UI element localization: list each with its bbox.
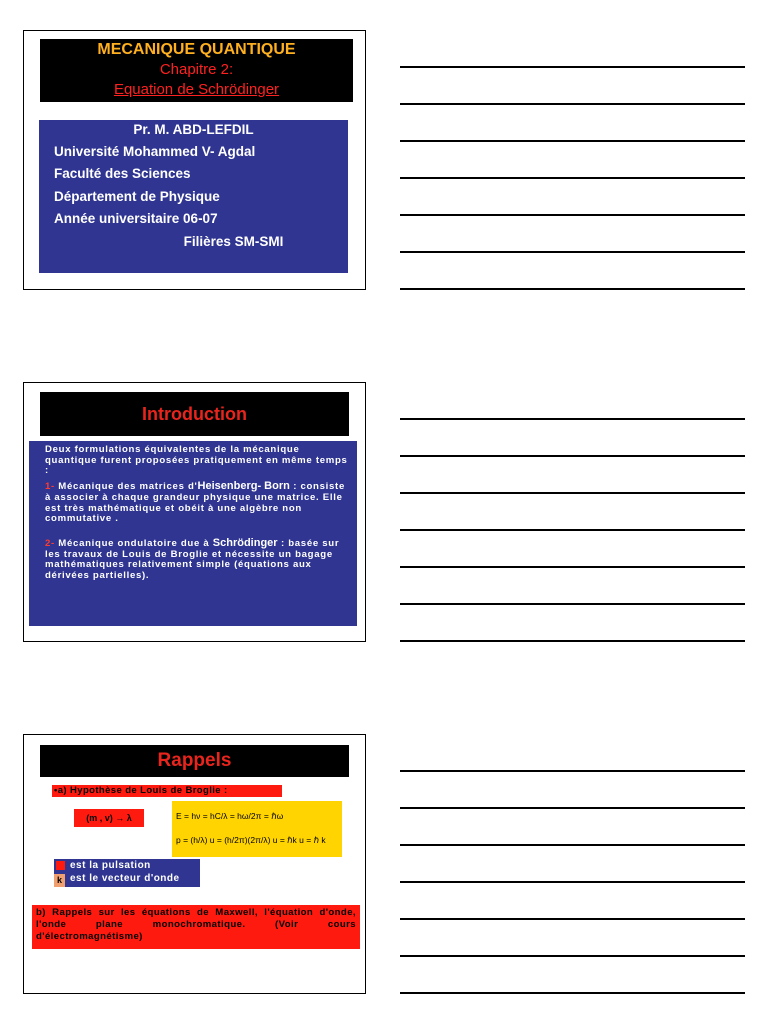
item-text: : consiste à associer à chaque grandeur physique une matrice. Elle est très mathématique et obéit à une algèbre non commutative . bbox=[45, 481, 345, 525]
course-title: MECANIQUE QUANTIQUE bbox=[97, 41, 296, 58]
slide-introduction bbox=[23, 382, 366, 642]
schrodinger-name: Schrödinger bbox=[212, 536, 278, 549]
note-line bbox=[400, 140, 745, 142]
chapter-number: Chapitre 2: bbox=[159, 61, 234, 78]
note-line bbox=[400, 103, 745, 105]
note-line bbox=[400, 603, 745, 605]
note-line bbox=[400, 918, 745, 920]
note-line bbox=[400, 807, 745, 809]
item-number: 2- bbox=[45, 537, 55, 549]
chapter-title: Equation de Schrödinger bbox=[113, 81, 280, 98]
wavevector-definition: est le vecteur d'onde bbox=[70, 873, 180, 884]
item-wave bbox=[29, 525, 357, 582]
department: Département de Physique bbox=[54, 189, 220, 204]
introduction-text-box bbox=[29, 441, 357, 626]
programs: Filières SM-SMI bbox=[183, 234, 284, 249]
author-info-box bbox=[39, 120, 348, 273]
note-line bbox=[400, 992, 745, 994]
note-line bbox=[400, 251, 745, 253]
k-marker: k bbox=[54, 874, 65, 887]
note-line bbox=[400, 881, 745, 883]
faculty: Faculté des Sciences bbox=[54, 166, 191, 181]
de-broglie-equations bbox=[172, 801, 342, 857]
momentum-wavelength-relation: (m , v) → λ bbox=[74, 809, 144, 827]
item-matrices bbox=[29, 477, 357, 525]
note-line bbox=[400, 288, 745, 290]
note-line bbox=[400, 529, 745, 531]
slide-title bbox=[23, 30, 366, 290]
title-header bbox=[40, 39, 353, 102]
note-line bbox=[400, 418, 745, 420]
item-text: : basée sur les travaux de Louis de Broglie et nécessite un bagage mathématiques relativement simple (équations aux dérivées partielles). bbox=[45, 537, 340, 582]
note-line bbox=[400, 770, 745, 772]
note-line bbox=[400, 640, 745, 642]
note-line bbox=[400, 844, 745, 846]
slide-title: Introduction bbox=[142, 404, 247, 424]
note-line bbox=[400, 177, 745, 179]
energy-equation: E = hν = hC/λ = hω/2π = ℏω bbox=[176, 811, 284, 821]
pulsation-definition: est la pulsation bbox=[70, 860, 151, 871]
momentum-equation: p = (h/λ) u = (h/2π)(2π/λ) u = ℏk u = ℏ k bbox=[176, 835, 326, 845]
slide-title: Rappels bbox=[157, 750, 232, 771]
item-number: 1- bbox=[45, 481, 55, 493]
item-text: Mécanique des matrices d' bbox=[54, 481, 198, 493]
item-text: Mécanique ondulatoire due à bbox=[54, 537, 213, 549]
university: Université Mohammed V- Agdal bbox=[54, 144, 256, 159]
maxwell-reminder: b) Rappels sur les équations de Maxwell, l'équation d'onde, l'onde plane monochromatique. (Voir cours d'électromagnétisme) bbox=[32, 905, 360, 949]
note-line bbox=[400, 492, 745, 494]
de-broglie-hypothesis: •a) Hypothèse de Louis de Broglie : bbox=[52, 785, 282, 797]
note-line bbox=[400, 955, 745, 957]
note-line bbox=[400, 214, 745, 216]
rappels-header bbox=[40, 745, 349, 777]
omega-marker bbox=[56, 861, 65, 870]
academic-year: Année universitaire 06-07 bbox=[54, 211, 218, 226]
heisenberg-born-name: Heisenberg- Born bbox=[197, 480, 290, 493]
note-line bbox=[400, 566, 745, 568]
slide-rappels bbox=[23, 734, 366, 994]
definitions-box bbox=[54, 859, 200, 887]
introduction-header bbox=[40, 392, 349, 436]
note-line bbox=[400, 66, 745, 68]
note-line bbox=[400, 455, 745, 457]
author-name: Pr. M. ABD-LEFDIL bbox=[133, 122, 254, 137]
intro-paragraph: Deux formulations équivalentes de la mécanique quantique furent proposées pratiquement en même temps : bbox=[45, 444, 348, 477]
